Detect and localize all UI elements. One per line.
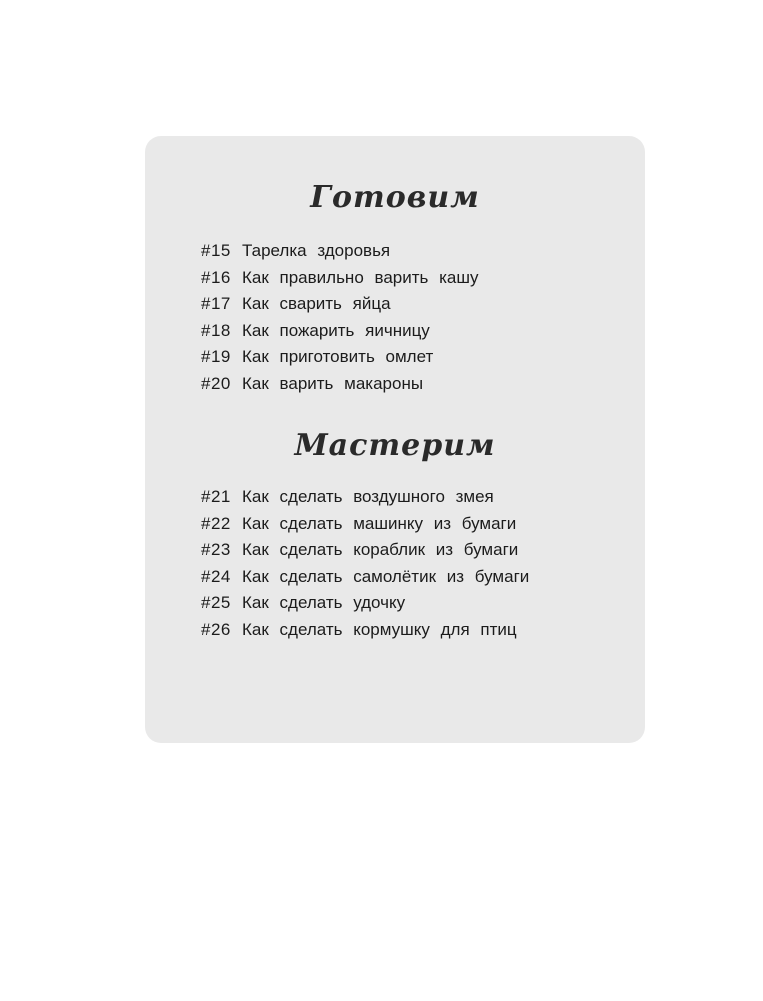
item-text: Как сделать удочку (242, 593, 406, 612)
item-number: #20 (201, 373, 231, 393)
item-text: Как приготовить омлет (242, 347, 434, 366)
item-text: Как пожарить яичницу (242, 320, 430, 340)
item-number: #18 (201, 320, 231, 340)
item-text: Как сварить яйца (242, 294, 391, 313)
list-item (201, 344, 479, 371)
section-title-crafting: Мастерим (294, 428, 496, 463)
item-number: #16 (201, 267, 231, 287)
section-list-crafting (201, 484, 529, 643)
item-number: #21 (201, 487, 231, 506)
list-item (201, 511, 529, 538)
item-number: #17 (201, 294, 231, 313)
item-number: #24 (201, 566, 231, 586)
item-text: Как сделать самолётик из бумаги (242, 566, 530, 586)
list-item (201, 371, 479, 398)
item-number: #26 (201, 619, 231, 639)
item-number: #19 (201, 347, 231, 366)
list-item (201, 590, 529, 617)
item-text: Тарелка здоровья (242, 241, 391, 260)
item-text: Как сделать кормушку для птиц (242, 619, 517, 639)
item-number: #15 (201, 241, 231, 260)
item-text: Как сделать воздушного змея (242, 487, 494, 506)
list-item (201, 318, 479, 345)
item-text: Как сделать машинку из бумаги (242, 513, 517, 533)
list-item (201, 484, 529, 511)
item-text: Как сделать кораблик из бумаги (242, 540, 519, 559)
item-text: Как варить макароны (242, 373, 424, 393)
item-number: #22 (201, 513, 231, 533)
list-item (201, 265, 479, 292)
list-item (201, 617, 529, 644)
section-title-cooking: Готовим (310, 180, 480, 215)
list-item (201, 238, 479, 265)
item-text: Как правильно варить кашу (242, 267, 479, 287)
contents-panel (145, 136, 645, 743)
section-list-cooking (201, 238, 479, 397)
list-item (201, 537, 529, 564)
item-number: #23 (201, 540, 231, 559)
item-number: #25 (201, 593, 231, 612)
list-item (201, 564, 529, 591)
list-item (201, 291, 479, 318)
